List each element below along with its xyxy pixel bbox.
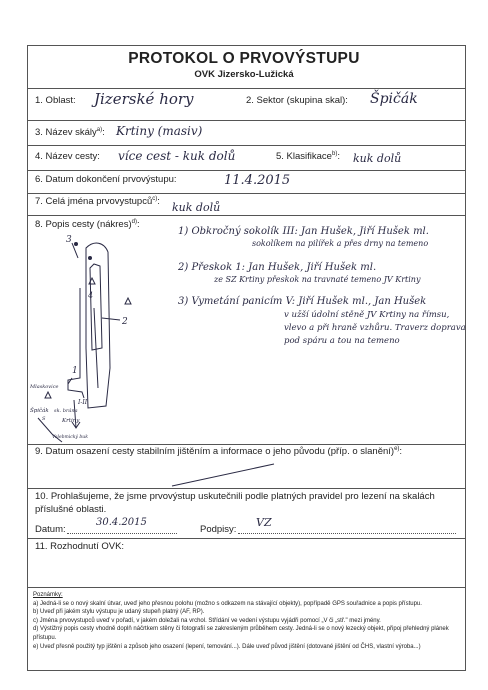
route-line-1 [68, 288, 84, 398]
sketch-left1: Mlaskovice [30, 384, 59, 390]
desc-line-5: 3) Vymetání panicím V: Jiří Hušek ml., Jan Hušek [178, 296, 427, 307]
row-jisteni [27, 444, 466, 445]
peak-triangle-2 [125, 298, 131, 304]
desc-line-4: ze SZ Krtiny přeskok na travnaté temeno JV Krtiny [214, 275, 421, 284]
skala-label: 3. Název skály$^{a)}$: [35, 127, 105, 139]
row-cesta [27, 145, 466, 146]
signed-date-value: 30.4.2015 [96, 517, 147, 528]
summit-dot [74, 242, 78, 246]
desc-line-7: vlevo a při hraně vzhůru. Traverz doprava [284, 323, 466, 333]
note-a: a) Jedná-li se o nový skalní útvar, uveď jeho přesnou polohu (možno s odkazem na stávající objekty), popřípadě GPS souřadnice a popis přístupu. [33, 600, 422, 607]
oblast-label: 1. Oblast: [35, 95, 76, 106]
datum-value: 11.4.2015 [224, 173, 291, 188]
sketch-n1: 1 [72, 366, 78, 376]
sketch-n4: 4 [88, 291, 94, 300]
podpisy-label: Podpisy: [200, 524, 237, 535]
klasifikace-label: 5. Klasifikace$^{b)}$: [276, 151, 340, 163]
jmena-value: kuk dolů [172, 201, 221, 214]
note-c: c) Jména prvovystupců uveď v pořadí, v jakém doležali na vrchol. Střídání ve vedení výstupu vyjádři pomocí „V či „stř." mezi jmény. [33, 617, 381, 624]
sketch-roman: I-II [78, 399, 88, 406]
row-prohlaseni [27, 488, 466, 489]
datum-label: 6. Datum dokončení prvovýstupu: [35, 174, 177, 185]
notes-title: Poznámky: [33, 592, 63, 598]
row-oblast [27, 88, 466, 89]
form-subtitle: OVK Jizersko-Lužická [194, 69, 294, 80]
prohlaseni-label: 10. Prohlašujeme, že jsme prvovýstup uskutečnili podle platných pravidel pro lezení na skalách příslušné oblasti. [35, 491, 435, 515]
desc-line-3: 2) Přeskok 1: Jan Hušek, Jiří Hušek ml. [178, 262, 377, 273]
desc-line-6: v užší údolní stěně JV Krtiny na římsu, [284, 310, 450, 320]
desc-line-2: sokolíkem na pilířek a přes drny na temeno [252, 239, 429, 248]
klasifikace-value: kuk dolů [353, 152, 402, 165]
note-e: e) Uveď přesně použitý typ jištění a způsob jeho osazení (lepení, temování...). Dále uveď původ jištění (dotované jištění od ČHS, vlastní výroba...) [33, 643, 421, 650]
popis-label: 8. Popis cesty (nákres)$^{d)}$: [35, 219, 140, 231]
row-rozhodnuti [27, 538, 466, 539]
note-d: d) Výstižný popis cesty vhodně doplň náčrtkem stěny či fotografií se zakresleným průběhem cesty. Jedná-li se o nový lezecký objekt, připoj přehledný plánek přístupu. [33, 626, 449, 641]
peak-triangle-3 [45, 392, 51, 398]
desc-line-8: pod spáru a tou na temeno [284, 336, 400, 346]
notes-block [33, 591, 461, 651]
skala-value: Krtiny (masiv) [116, 124, 203, 138]
row-skala [27, 120, 466, 121]
route-sketch [28, 228, 168, 443]
cesta-label: 4. Název cesty: [35, 151, 100, 162]
jisteni-strike [170, 462, 280, 488]
sketch-n2: 2 [122, 317, 128, 327]
sketch-krtiny: Krtiny [62, 418, 80, 424]
podpisy-value: VZ [256, 516, 272, 529]
sketch-north: S [42, 416, 46, 422]
podpisy-line [238, 533, 456, 534]
rozhodnuti-label: 11. Rozhodnutí OVK: [35, 541, 125, 552]
leader-line-2 [102, 318, 120, 320]
sketch-left2: Špičák [30, 408, 49, 414]
rock-inner [90, 264, 102, 350]
leader-line-1 [68, 378, 72, 384]
oblast-value: Jizerské hory [94, 90, 194, 108]
note-b: b) Uveď při jakém stylu výstupu je udaný stupeň platný (AF, RP). [33, 609, 205, 616]
sketch-bottom: Velebmický buk [52, 435, 88, 440]
sketch-mid1: sk. brána [54, 408, 78, 414]
signed-date-label: Datum: [35, 524, 66, 535]
row-datum [27, 170, 466, 171]
signed-date-line [67, 533, 177, 534]
row-jmena [27, 193, 466, 194]
cesta-value: více cest - kuk dolů [118, 149, 236, 163]
jmena-label: 7. Celá jména prvovystupců$^{c)}$: [35, 196, 160, 208]
row-popis [27, 215, 466, 216]
form-title: PROTOKOL O PRVOVÝSTUPU [128, 50, 360, 67]
row-notes [27, 587, 466, 588]
desc-line-1: 1) Obkročný sokolík III: Jan Hušek, Jiří Hušek ml. [178, 226, 429, 237]
sketch-n3: 3 [66, 235, 72, 245]
sektor-label: 2. Sektor (skupina skal): [246, 95, 348, 106]
route-line-2 [94, 308, 98, 388]
sektor-value: Špičák [370, 91, 418, 107]
top-dot [88, 256, 92, 260]
jisteni-label: 9. Datum osazení cesty stabilním jištěním a informace o jeho původu (příp. o slanění)$^{e)}$: [35, 446, 403, 458]
